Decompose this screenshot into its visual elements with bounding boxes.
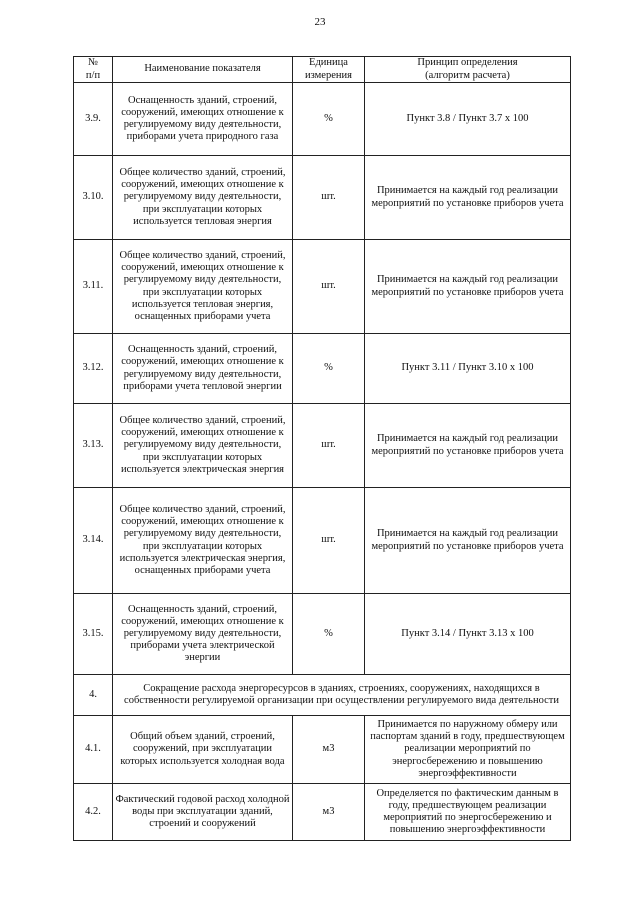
rule-cell: Принимается на каждый год реализации мероприятий по установке приборов учета — [365, 488, 571, 594]
table-row — [74, 240, 571, 334]
indicator-name: Оснащенность зданий, строений, сооружений, имеющих отношение к регулируемому виду деятельности, приборами учета тепловой энергии — [113, 334, 293, 404]
row-number: 3.12. — [74, 334, 113, 404]
table-row — [74, 488, 571, 594]
indicator-name: Общий объем зданий, строений, сооружений, при эксплуатации которых используется холодная вода — [113, 716, 293, 784]
table-row — [74, 784, 571, 841]
header-rule — [365, 57, 571, 83]
header-num-line1: № — [87, 57, 99, 69]
header-unit-line1: Единица — [309, 57, 348, 69]
unit-cell: шт. — [293, 404, 365, 488]
rule-cell: Пункт 3.14 / Пункт 3.13 х 100 — [365, 594, 571, 675]
table-row — [74, 156, 571, 240]
header-unit — [293, 57, 365, 83]
indicator-name: Фактический годовой расход холодной воды при эксплуатации зданий, строений и сооружений — [113, 784, 293, 841]
indicator-name: Оснащенность зданий, строений, сооружений, имеющих отношение к регулируемому виду деятельности, приборами учета электрической энергии — [113, 594, 293, 675]
unit-cell: % — [293, 334, 365, 404]
rule-cell: Принимается на каждый год реализации мероприятий по установке приборов учета — [365, 240, 571, 334]
table-header-row — [74, 57, 571, 83]
indicator-name: Общее количество зданий, строений, сооружений, имеющих отношение к регулируемому виду деятельности, при эксплуатации которых используется тепловая энергия, оснащенных приборами учета — [113, 240, 293, 334]
unit-cell: шт. — [293, 240, 365, 334]
unit-cell: м3 — [293, 784, 365, 841]
header-name: Наименование показателя — [113, 57, 293, 83]
table-row — [74, 334, 571, 404]
header-rule-line1: Принцип определения — [417, 57, 518, 69]
indicator-name: Оснащенность зданий, строений, сооружений, имеющих отношение к регулируемому виду деятельности, приборами учета природного газа — [113, 83, 293, 156]
rule-cell: Пункт 3.8 / Пункт 3.7 х 100 — [365, 83, 571, 156]
unit-cell: % — [293, 83, 365, 156]
header-num — [74, 57, 113, 83]
unit-cell: шт. — [293, 156, 365, 240]
unit-cell: % — [293, 594, 365, 675]
rule-cell: Принимается на каждый год реализации мероприятий по установке приборов учета — [365, 156, 571, 240]
row-number: 3.10. — [74, 156, 113, 240]
indicators-table — [73, 56, 571, 841]
rule-cell: Определяется по фактическим данным в году, предшествующем реализации мероприятий по энергосбережению и повышению энергоэффективности — [365, 784, 571, 841]
indicator-name: Общее количество зданий, строений, сооружений, имеющих отношение к регулируемому виду деятельности, при эксплуатации которых используется электрическая энергия — [113, 404, 293, 488]
row-number: 3.15. — [74, 594, 113, 675]
page-number: 23 — [314, 16, 326, 28]
row-number: 3.13. — [74, 404, 113, 488]
row-number: 4.2. — [74, 784, 113, 841]
header-rule-line2: (алгоритм расчета) — [425, 69, 510, 81]
row-number: 3.9. — [74, 83, 113, 156]
indicator-name: Общее количество зданий, строений, сооружений, имеющих отношение к регулируемому виду деятельности, при эксплуатации которых используется электрическая энергия, оснащенных приборами учета — [113, 488, 293, 594]
table-row — [74, 404, 571, 488]
table-row — [74, 83, 571, 156]
table-row — [74, 716, 571, 784]
row-number: 3.14. — [74, 488, 113, 594]
header-unit-line2: измерения — [305, 69, 352, 81]
table-row — [74, 594, 571, 675]
row-number: 3.11. — [74, 240, 113, 334]
rule-cell: Принимается на каждый год реализации мероприятий по установке приборов учета — [365, 404, 571, 488]
indicator-name: Общее количество зданий, строений, сооружений, имеющих отношение к регулируемому виду деятельности, при эксплуатации которых используется тепловая энергия — [113, 156, 293, 240]
section-title: Сокращение расхода энергоресурсов в зданиях, строениях, сооружениях, находящихся в собственности регулируемой организации при осуществлении регулируемого вида деятельности — [113, 675, 571, 716]
row-number: 4.1. — [74, 716, 113, 784]
unit-cell: м3 — [293, 716, 365, 784]
unit-cell: шт. — [293, 488, 365, 594]
section-row — [74, 675, 571, 716]
header-num-line2: п/п — [85, 69, 101, 81]
section-number: 4. — [74, 675, 113, 716]
rule-cell: Принимается по наружному обмеру или паспортам зданий в году, предшествующем реализации мероприятий по энергосбережению и повышению энергоэффективности — [365, 716, 571, 784]
rule-cell: Пункт 3.11 / Пункт 3.10 х 100 — [365, 334, 571, 404]
